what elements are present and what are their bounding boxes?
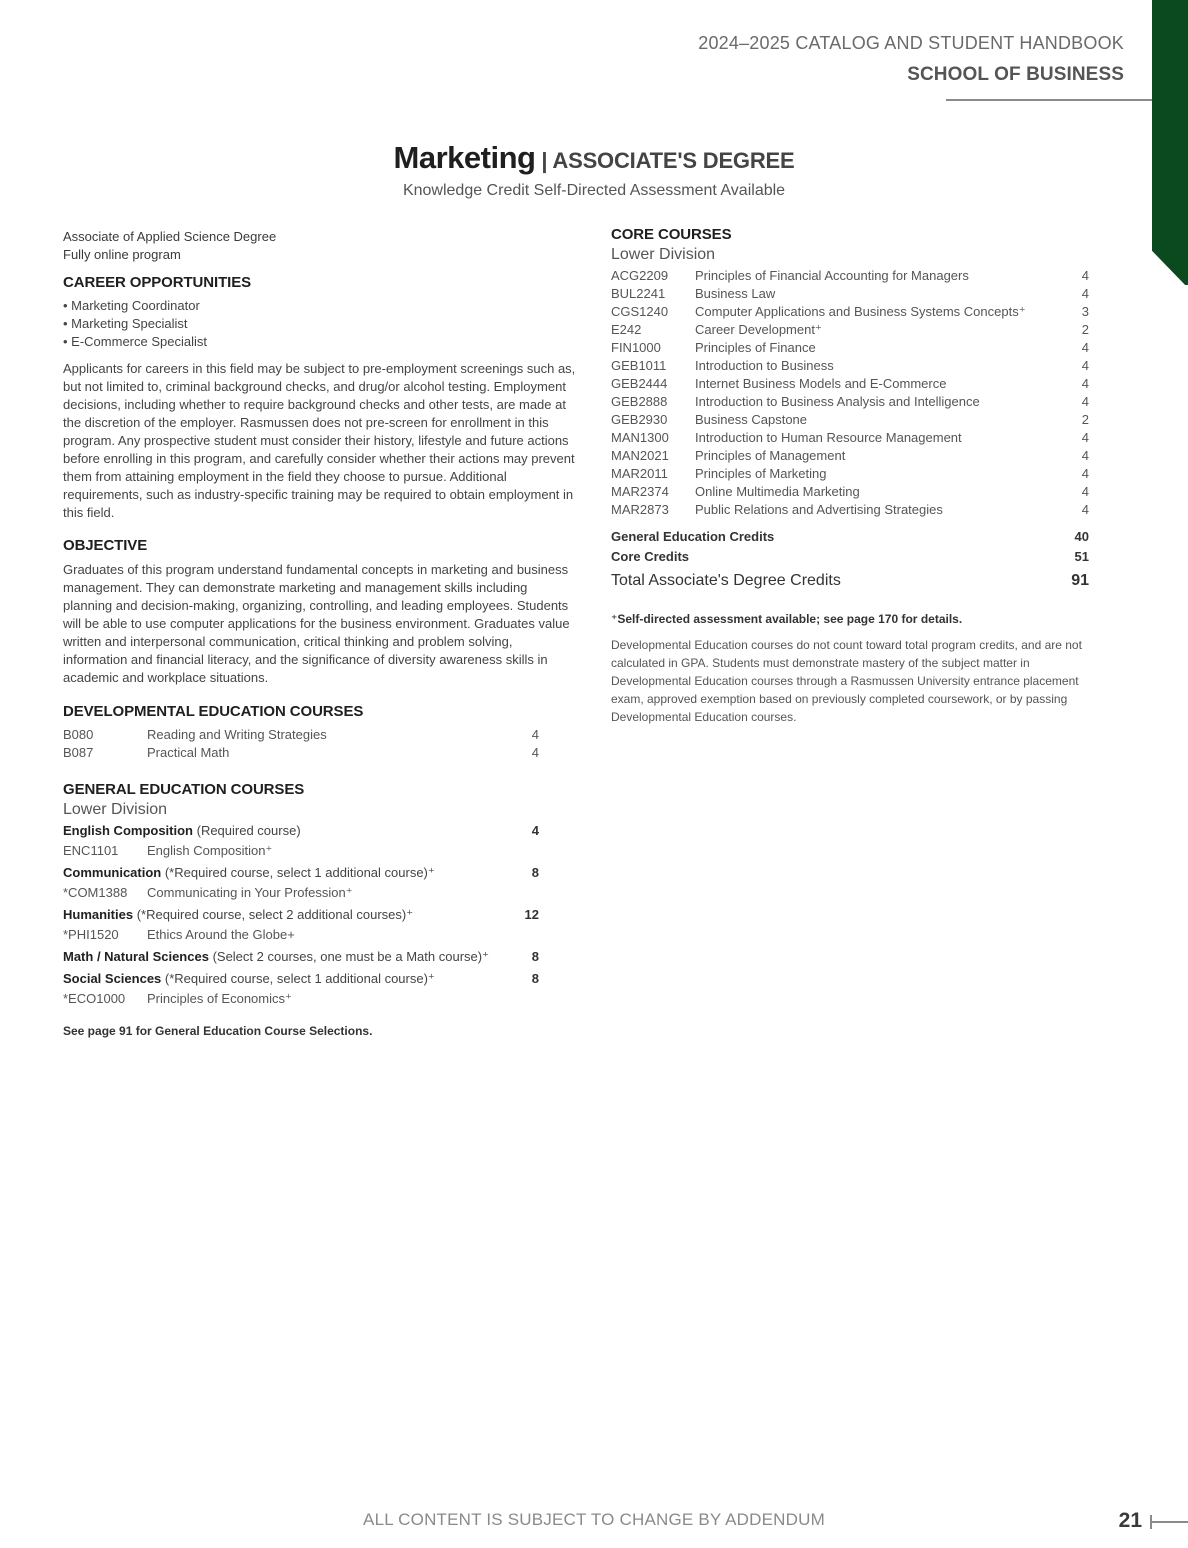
- core-course-table: [611, 267, 1089, 519]
- course-code: MAR2011: [611, 466, 668, 481]
- core-division: Lower Division: [611, 246, 716, 263]
- category-detail: (Select 2 courses, one must be a Math course)⁺: [208, 949, 489, 964]
- gen-ed-category: [63, 822, 539, 840]
- total-credits: 51: [1074, 549, 1089, 564]
- page-subtitle: Knowledge Credit Self-Directed Assessment Available: [402, 182, 786, 199]
- core-course-row: [611, 429, 1089, 447]
- course-name: Ethics Around the Globe+: [147, 927, 295, 942]
- page-marker-rule: [1150, 1521, 1188, 1523]
- dev-ed-table: [63, 726, 539, 762]
- course-code: BUL2241: [611, 286, 666, 301]
- core-heading: CORE COURSES: [611, 226, 732, 243]
- course-credits: 4: [1081, 358, 1089, 373]
- course-name: Career Development⁺: [695, 322, 822, 337]
- course-name: Computer Applications and Business Systems Concepts⁺: [695, 304, 1026, 319]
- core-course-row: [611, 339, 1089, 357]
- course-name: Online Multimedia Marketing: [695, 484, 860, 499]
- core-course-row: [611, 393, 1089, 411]
- course-name: Public Relations and Advertising Strategies: [695, 502, 943, 517]
- program-name: Marketing: [393, 140, 536, 175]
- total-label: Core Credits: [611, 549, 690, 564]
- course-code: ACG2209: [611, 268, 669, 283]
- course-code: CGS1240: [611, 304, 669, 319]
- career-disclaimer: Applicants for careers in this field may be subject to pre-employment screenings such as, but not limited to, criminal background checks, and drug/or alcohol testing. Employment decisions, including whether to require background checks and other tests, are made at the discretion of the employer. Rasmussen does not pre-screen for enrollment in this program. Any prospective student must consider their history, lifestyle and future actions before enrolling in this program, and carefully consider whether their actions may prevent them from attaining employment in the field they choose to pursue. Additional requirements, such as industry-specific training may be required to obtain employment in this field.: [63, 361, 576, 520]
- course-name: Introduction to Human Resource Management: [695, 430, 962, 445]
- category-detail: (*Required course, select 1 additional course)⁺: [161, 865, 435, 880]
- course-code: MAR2374: [611, 484, 669, 499]
- title-separator: |: [535, 148, 553, 173]
- gen-ed-division: Lower Division: [63, 801, 168, 818]
- category-credits: 8: [531, 949, 539, 964]
- course-credits: 4: [1081, 268, 1089, 283]
- left-column: [63, 228, 578, 1040]
- course-code: *COM1388: [63, 885, 128, 900]
- school-header: SCHOOL OF BUSINESS: [907, 64, 1124, 85]
- course-credits: 4: [531, 745, 539, 760]
- header-divider: [946, 99, 1152, 101]
- gen-ed-category: [63, 970, 539, 988]
- career-list: [63, 297, 578, 351]
- course-name: Communicating in Your Profession⁺: [147, 885, 353, 900]
- grand-total-credits: 91: [1071, 572, 1089, 589]
- degree-type: Associate of Applied Science Degree: [63, 229, 277, 244]
- course-code: FIN1000: [611, 340, 661, 355]
- course-credits: 4: [1081, 502, 1089, 517]
- gen-ed-table: [63, 822, 539, 1008]
- course-credits: 4: [1081, 376, 1089, 391]
- category-credits: 4: [531, 823, 539, 838]
- course-credits: 4: [1081, 340, 1089, 355]
- course-code: MAN2021: [611, 448, 669, 463]
- grand-total-label: Total Associate's Degree Credits: [611, 572, 841, 589]
- course-code: E242: [611, 322, 642, 337]
- course-name: Principles of Economics⁺: [147, 991, 292, 1006]
- gen-ed-course: [63, 842, 539, 860]
- category-label: Communication: [63, 865, 162, 880]
- course-code: ENC1101: [63, 843, 119, 858]
- category-credits: 12: [524, 907, 539, 922]
- gen-ed-course: [63, 990, 539, 1008]
- course-name: Principles of Finance: [695, 340, 816, 355]
- course-name: Business Law: [695, 286, 776, 301]
- dev-ed-row: [63, 726, 539, 744]
- degree-name: ASSOCIATE'S DEGREE: [552, 148, 795, 173]
- course-credits: 3: [1081, 304, 1089, 319]
- core-course-row: [611, 357, 1089, 375]
- gen-ed-note: See page 91 for General Education Course Selections.: [63, 1024, 373, 1038]
- core-course-row: [611, 267, 1089, 285]
- core-course-row: [611, 303, 1089, 321]
- core-course-row: [611, 321, 1089, 339]
- course-name: Business Capstone: [695, 412, 808, 427]
- course-code: GEB2930: [611, 412, 668, 427]
- page-title: [0, 140, 1188, 176]
- course-credits: 4: [1081, 286, 1089, 301]
- right-column: [611, 226, 1089, 726]
- course-name: Practical Math: [147, 745, 230, 760]
- course-credits: 4: [1081, 394, 1089, 409]
- category-detail: (Required course): [193, 823, 301, 838]
- course-code: MAR2873: [611, 502, 669, 517]
- course-code: *ECO1000: [63, 991, 126, 1006]
- course-code: MAN1300: [611, 430, 669, 445]
- core-course-row: [611, 501, 1089, 519]
- gen-ed-category: [63, 948, 539, 966]
- course-credits: 4: [531, 727, 539, 742]
- footer-notice: ALL CONTENT IS SUBJECT TO CHANGE BY ADDENDUM: [363, 1510, 825, 1529]
- course-credits: 4: [1081, 448, 1089, 463]
- category-label: English Composition: [63, 823, 193, 838]
- core-course-row: [611, 285, 1089, 303]
- course-credits: 4: [1081, 484, 1089, 499]
- category-label: Math / Natural Sciences: [63, 949, 209, 964]
- course-credits: 4: [1081, 466, 1089, 481]
- course-name: Principles of Financial Accounting for Managers: [695, 268, 969, 283]
- total-row: [611, 528, 1089, 546]
- dev-ed-heading: DEVELOPMENTAL EDUCATION COURSES: [63, 703, 364, 720]
- core-course-row: [611, 465, 1089, 483]
- core-course-row: [611, 447, 1089, 465]
- core-course-row: [611, 483, 1089, 501]
- course-name: Introduction to Business: [695, 358, 834, 373]
- self-directed-note: ⁺Self-directed assessment available; see page 170 for details.: [611, 612, 963, 626]
- delivery-mode: Fully online program: [63, 247, 181, 262]
- course-name: Principles of Marketing: [695, 466, 827, 481]
- course-name: Reading and Writing Strategies: [147, 727, 327, 742]
- grand-total-row: [611, 572, 1089, 590]
- dev-ed-note: Developmental Education courses do not count toward total program credits, and are not calculated in GPA. Students must demonstrate mastery of the subject matter in Developmental Education courses through a Rasmussen University entrance placement exam, approved exemption based on previously completed coursework, or by passing Developmental Education courses.: [611, 638, 1082, 724]
- objective-heading: OBJECTIVE: [63, 537, 148, 554]
- course-name: Principles of Management: [695, 448, 846, 463]
- course-name: Internet Business Models and E-Commerce: [695, 376, 947, 391]
- objective-text: Graduates of this program understand fundamental concepts in marketing and business management. They can demonstrate marketing and management skills including planning and decision-making, organizing, controlling, and leading employees. Students will be able to use computer applications for the business environment. Graduates value written and interpersonal communication, critical thinking and problem solving, information and financial literacy, and the significance of diversity awareness skills in academic and workplace situations.: [63, 562, 570, 685]
- course-code: B080: [63, 727, 94, 742]
- course-code: GEB1011: [611, 358, 667, 373]
- gen-ed-heading: GENERAL EDUCATION COURSES: [63, 781, 305, 798]
- category-detail: (*Required course, select 1 additional course)⁺: [161, 971, 435, 986]
- course-code: B087: [63, 745, 94, 760]
- career-item: • Marketing Coordinator: [63, 298, 200, 313]
- dev-ed-row: [63, 744, 539, 762]
- course-code: GEB2444: [611, 376, 668, 391]
- category-label: Social Sciences: [63, 971, 162, 986]
- course-name: English Composition⁺: [147, 843, 273, 858]
- gen-ed-category: [63, 906, 539, 924]
- category-label: Humanities: [63, 907, 134, 922]
- page-number: 21: [1118, 1509, 1142, 1532]
- gen-ed-course: [63, 926, 539, 944]
- course-credits: 2: [1081, 322, 1089, 337]
- course-credits: 2: [1081, 412, 1089, 427]
- course-code: *PHI1520: [63, 927, 119, 942]
- credit-totals: [611, 528, 1089, 590]
- total-label: General Education Credits: [611, 529, 775, 544]
- core-course-row: [611, 375, 1089, 393]
- total-credits: 40: [1074, 529, 1089, 544]
- career-item: • E-Commerce Specialist: [63, 334, 207, 349]
- category-detail: (*Required course, select 2 additional courses)⁺: [133, 907, 414, 922]
- category-credits: 8: [531, 865, 539, 880]
- course-credits: 4: [1081, 430, 1089, 445]
- course-name: Introduction to Business Analysis and Intelligence: [695, 394, 980, 409]
- gen-ed-category: [63, 864, 539, 882]
- core-course-row: [611, 411, 1089, 429]
- career-heading: CAREER OPPORTUNITIES: [63, 274, 252, 291]
- category-credits: 8: [531, 971, 539, 986]
- catalog-header: 2024–2025 CATALOG AND STUDENT HANDBOOK: [698, 33, 1124, 53]
- total-row: [611, 548, 1089, 566]
- career-item: • Marketing Specialist: [63, 316, 188, 331]
- course-code: GEB2888: [611, 394, 668, 409]
- gen-ed-course: [63, 884, 539, 902]
